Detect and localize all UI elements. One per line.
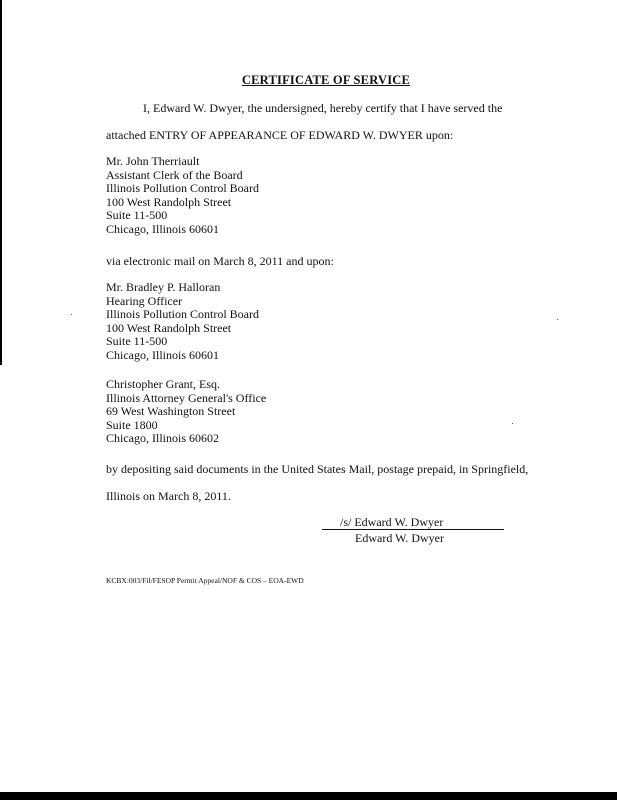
intro-line-2: attached ENTRY OF APPEARANCE OF EDWARD W. DWYER upon: [106, 128, 454, 142]
closing-line-1: by depositing said documents in the United States Mail, postage prepaid, in Springfield, [106, 462, 529, 476]
address-line: 100 West Randolph Street [106, 194, 232, 209]
address-line: Suite 1800 [106, 417, 158, 432]
address-line: Hearing Officer [106, 293, 183, 308]
document-footer-code: KCBX:003/Fil/FESOP Permit Appeal/NOF & COS – EOA-EWD [106, 576, 304, 585]
address-line: Suite 11-500 [106, 334, 168, 349]
certificate-title: CERTIFICATE OF SERVICE [241, 73, 411, 87]
closing-line-2: Illinois on March 8, 2011. [106, 489, 231, 503]
scan-left-edge [0, 0, 2, 365]
via-line: via electronic mail on March 8, 2011 and upon: [106, 254, 334, 268]
signature-line [322, 517, 504, 530]
address-line: Chicago, Illinois 60601 [106, 347, 219, 362]
address-line: 100 West Randolph Street [106, 320, 232, 335]
signature-slash: /s/ Edward W. Dwyer [340, 515, 444, 529]
scan-speck [71, 314, 72, 315]
address-line: Illinois Attorney General's Office [106, 390, 267, 405]
address-line: Illinois Pollution Control Board [106, 307, 260, 322]
scan-speck [512, 423, 513, 424]
recipient-block-therriault [106, 155, 259, 237]
address-line: Chicago, Illinois 60601 [106, 221, 219, 236]
address-line: Chicago, Illinois 60602 [106, 431, 219, 446]
address-line: Suite 11-500 [106, 208, 168, 223]
address-line: Mr. John Therriault [106, 154, 200, 168]
address-line: Christopher Grant, Esq. [106, 377, 220, 391]
signature-name: Edward W. Dwyer [355, 531, 444, 545]
address-line: Assistant Clerk of the Board [106, 167, 243, 182]
recipient-block-grant [106, 378, 266, 446]
scan-speck [557, 319, 558, 320]
recipient-block-halloran [106, 281, 259, 363]
address-line: 69 West Washington Street [106, 404, 236, 419]
address-line: Illinois Pollution Control Board [106, 181, 260, 196]
intro-line-1: I, Edward W. Dwyer, the undersigned, hereby certify that I have served the [143, 101, 503, 115]
scan-bottom-edge [0, 792, 617, 800]
address-line: Mr. Bradley P. Halloran [106, 280, 221, 294]
